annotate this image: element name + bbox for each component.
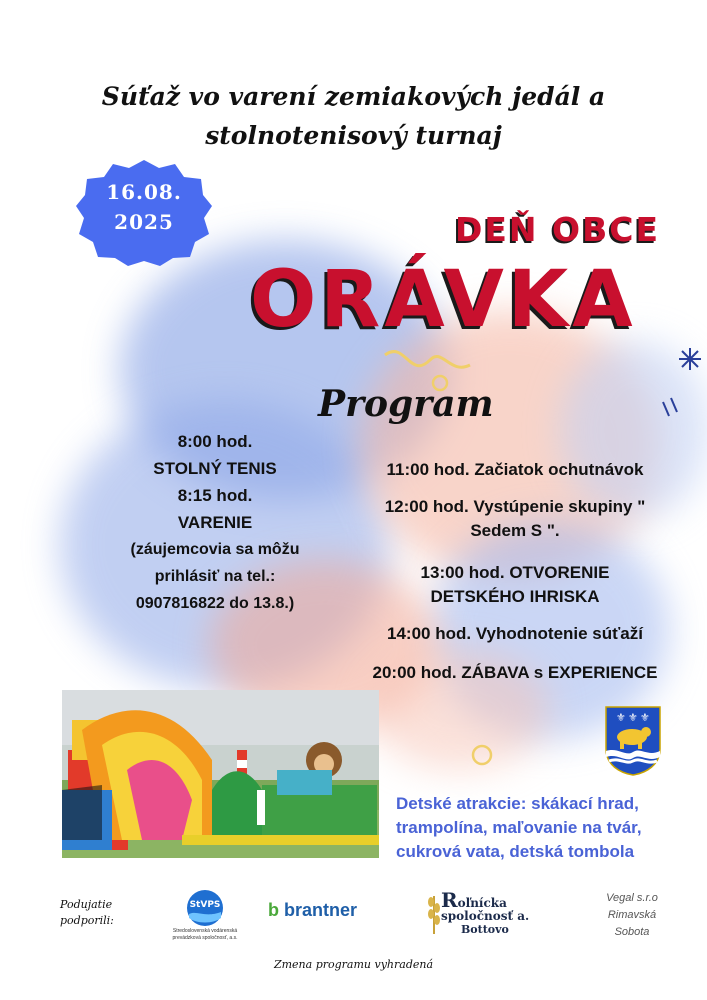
- svg-text:⚜: ⚜: [628, 711, 638, 724]
- program-item: [340, 561, 690, 609]
- stvps-name-line: prevádzková spoločnosť, a.s.: [172, 935, 238, 941]
- program-item-text: 20:00 hod. ZÁBAVA s EXPERIENCE: [372, 663, 658, 682]
- program-item: [340, 622, 690, 646]
- vegal-line: Sobota: [614, 926, 650, 938]
- brantner-mark: b: [268, 900, 279, 920]
- brantner-name: brantner: [284, 900, 358, 920]
- rolnicka-line: spoločnosť a.: [441, 909, 530, 923]
- svg-text:⚜: ⚜: [616, 711, 626, 724]
- sponsors-label-line: Podujatie: [60, 898, 113, 911]
- subtitle-line-2: stolnotenisový turnaj: [205, 121, 502, 150]
- stvps-logo: [150, 888, 260, 942]
- program-line: 8:15 hod.: [177, 486, 253, 505]
- footer-note: Zmena programu vyhradená: [273, 958, 434, 971]
- sponsors-label: [60, 897, 114, 929]
- vegal-line: Rimavská: [607, 909, 657, 921]
- rolnicka-line: oľnícka: [457, 896, 507, 910]
- brantner-logo: [268, 900, 357, 921]
- date-year: 2025: [114, 210, 174, 234]
- attractions-line: cukrová vata, detská tombola: [396, 842, 635, 861]
- subtitle-line-1: Súťaž vo varení zemiakových jedál a: [101, 82, 606, 111]
- program-heading: Program: [318, 383, 494, 425]
- program-item: [340, 661, 690, 685]
- program-line: (záujemcovia sa môžu: [130, 541, 300, 558]
- attractions-line: trampolína, maľovanie na tvár,: [396, 818, 642, 837]
- program-line: 0907816822 do 13.8.): [135, 595, 295, 612]
- village-name: ORÁVKA: [250, 255, 637, 345]
- coat-of-arms-icon: [604, 705, 662, 777]
- svg-text:StVPS: StVPS: [189, 900, 221, 910]
- program-line: 8:00 hod.: [177, 432, 253, 451]
- program-item-text: 14:00 hod. Vyhodnotenie súťaží: [387, 624, 643, 643]
- rolnicka-name: [441, 888, 530, 936]
- program-item-text: 13:00 hod. OTVORENIE: [420, 563, 610, 582]
- svg-text:⚜: ⚜: [640, 711, 650, 724]
- program-line: VARENIE: [177, 513, 253, 532]
- program-item-text: DETSKÉHO IHRISKA: [430, 587, 600, 606]
- date-day-month: 16.08.: [106, 180, 182, 204]
- event-title: DEŇ OBCE: [455, 210, 661, 249]
- water-drop-icon: [185, 888, 225, 928]
- program-item-text: 11:00 hod. Začiatok ochutnávok: [386, 460, 644, 479]
- vegal-sponsor: [592, 890, 672, 941]
- program-line: STOLNÝ TENIS: [153, 459, 277, 478]
- program-item: [340, 495, 690, 543]
- program-item-text: 12:00 hod. Vystúpenie skupiny ": [384, 497, 646, 516]
- rolnicka-line: Bottovo: [461, 923, 509, 936]
- sponsors-label-line: podporili:: [60, 914, 114, 927]
- vegal-line: Vegal s.r.o: [606, 892, 658, 904]
- loop-decoration: [462, 735, 502, 775]
- rolnicka-initial: R: [441, 888, 458, 912]
- sparkle-decoration: [655, 340, 705, 420]
- program-item-text: Sedem S ".: [470, 521, 560, 540]
- program-line: prihlásiť na tel.:: [154, 568, 276, 585]
- wheat-icon: [428, 892, 440, 936]
- inflatable-castle-photo: [62, 690, 379, 858]
- attractions-text: [396, 792, 686, 864]
- stvps-name-line: Stredoslovenská vodárenská: [172, 928, 238, 934]
- stvps-name: [150, 928, 260, 942]
- attractions-line: Detské atrakcie: skákací hrad,: [396, 794, 639, 813]
- morning-program: [95, 428, 335, 617]
- program-item: [340, 458, 690, 482]
- date-badge: [74, 158, 214, 268]
